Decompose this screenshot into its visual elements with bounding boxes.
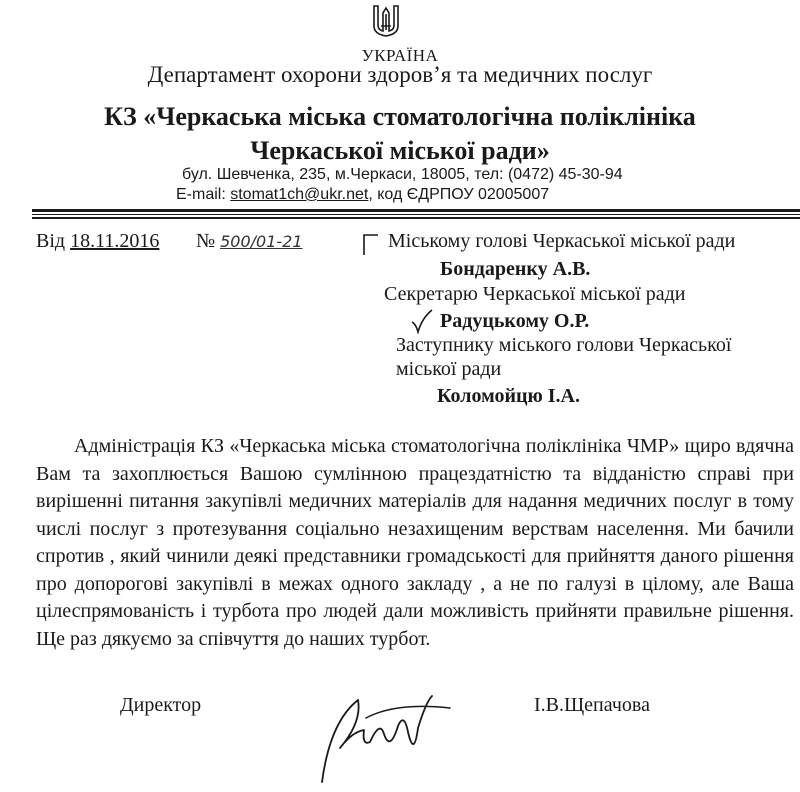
trident-emblem-icon <box>371 4 401 38</box>
email-link[interactable]: stomat1ch@ukr.net <box>230 186 369 203</box>
number-value: 500/01-21 <box>220 232 303 251</box>
organization-title-line2: Черкаської міської ради» <box>250 136 550 165</box>
letter-date <box>36 230 159 253</box>
country-name: УКРАЇНА <box>361 46 439 65</box>
handwritten-signature <box>300 682 460 792</box>
letter-number <box>196 230 303 253</box>
addressee-position-2: Секретарю Черкаської міської ради <box>384 283 686 305</box>
organization-title-line1: КЗ «Черкаська міська стоматологічна поліклініка <box>104 102 696 131</box>
email-label: E-mail: <box>176 186 231 203</box>
number-label: № <box>196 230 221 252</box>
signatory-title: Директор <box>120 694 202 716</box>
addressee-name-2: Радуцькому О.Р. <box>440 310 590 332</box>
signatory-name: І.В.Щепачова <box>534 694 650 716</box>
organization-address: бул. Шевченка, 235, м.Черкаси, 18005, тел: (0472) 45-30-94 <box>182 166 623 183</box>
addressee-position-3: Заступнику міського голови Черкаської <box>396 334 732 356</box>
addressee-name-3: Коломойцю І.А. <box>437 385 580 407</box>
department-name: Департамент охорони здоров’я та медичних послуг <box>147 62 653 87</box>
date-label: Від <box>36 230 71 252</box>
addressee-position-3-cont: міської ради <box>396 358 502 380</box>
addressee-position-1: Міському голові Черкаської міської ради <box>388 230 736 252</box>
letter-body: Адміністрація КЗ «Черкаська міська стоматологічна поліклініка ЧМР» щиро вдячна Вам та захоплюється Вашою сумлінною працездатністю та відданістю справі при вирішенні питання закупівлі медичних матеріалів для надання медичних послуг в тому числі послуг з протезування соціально незахищеним верствам населення. Ми бачили спротив , який чинили деякі представники громадськості для прийняття даного рішення про допорогові закупівлі в межах одного закладу , а не по галузі в цілому, але Ваша цілеспрямованість і турбота про людей дали можливість прийняти правильне рішення. Ще раз дякуємо за співчуття до наших турбот. <box>36 435 794 650</box>
check-mark-icon <box>410 308 434 334</box>
edrpou-code: , код ЄДРПОУ 02005007 <box>368 186 550 203</box>
date-value: 18.11.2016 <box>70 230 160 252</box>
header-divider <box>32 209 800 220</box>
organization-contacts <box>176 186 549 204</box>
address-bracket <box>362 233 380 257</box>
addressee-name-1: Бондаренку А.В. <box>440 258 591 280</box>
